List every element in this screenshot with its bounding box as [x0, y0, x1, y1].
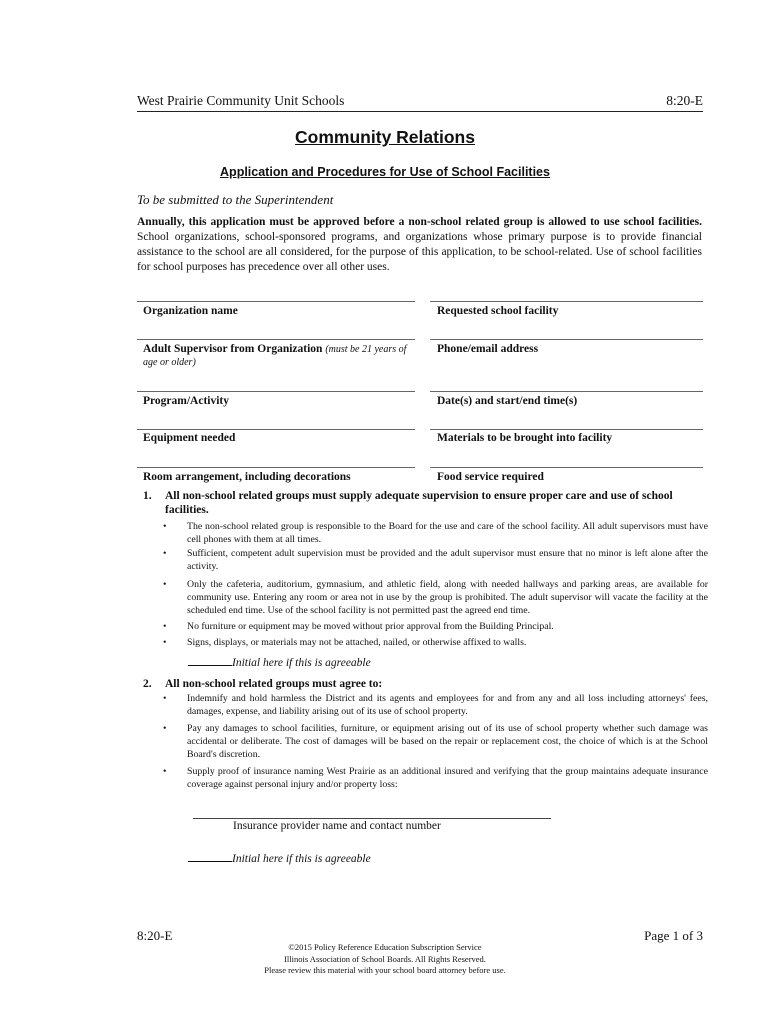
footer-code: 8:20-E [137, 928, 173, 943]
bullet-text: The non-school related group is responsible to the Board for the use and care of the school facility. All adult supervisors must have cell phones with them at all times. [187, 521, 708, 545]
insurance-provider-line[interactable] [193, 818, 551, 819]
food-service-line[interactable] [430, 467, 703, 468]
materials-label: Materials to be brought into facility [437, 432, 613, 444]
equipment-line[interactable] [137, 429, 415, 430]
bullet-text: Indemnify and hold harmless the District and its agents and employees for and from any and all loss including attorneys' fees, damages, expense, and liability arising out of its use of school property. [187, 693, 708, 717]
materials-line[interactable] [430, 429, 703, 430]
bullet-icon: • [163, 548, 167, 559]
initial-blank-1[interactable] [188, 654, 232, 666]
food-service-label: Food service required [437, 471, 544, 483]
initial-text-1: Initial here if this is agreeable [232, 657, 371, 669]
phone-email-label: Phone/email address [437, 343, 539, 355]
room-arrangement-line[interactable] [137, 467, 415, 468]
submit-to-note: To be submitted to the Superintendent [137, 192, 334, 207]
dates-times-label: Date(s) and start/end time(s) [437, 395, 578, 407]
header-org: West Prairie Community Unit Schools [137, 93, 345, 108]
section-2-text: All non-school related groups must agree to: [165, 678, 383, 690]
bullet-icon: • [163, 637, 167, 648]
adult-supervisor-label [143, 343, 413, 369]
bullet-icon: • [163, 693, 167, 704]
requested-facility-label: Requested school facility [437, 305, 559, 317]
bullet-text: No furniture or equipment may be moved without prior approval from the Building Principal. [187, 621, 554, 632]
document-subtitle: Application and Procedures for Use of School Facilities [220, 165, 550, 179]
initial-text-2: Initial here if this is agreeable [232, 853, 371, 865]
organization-name-label: Organization name [143, 305, 238, 317]
requested-facility-line[interactable] [430, 301, 703, 302]
equipment-label: Equipment needed [143, 432, 236, 444]
bullet-text: Signs, displays, or materials may not be attached, nailed, or otherwise affixed to walls. [187, 637, 527, 648]
bullet-icon: • [163, 766, 167, 777]
organization-name-line[interactable] [137, 301, 415, 302]
section-1-text: All non-school related groups must supply adequate supervision to ensure proper care and use of school facilities. [165, 490, 673, 516]
page-header [137, 93, 703, 112]
header-code: 8:20-E [666, 93, 703, 108]
phone-email-line[interactable] [430, 339, 703, 340]
section-1-initial [188, 654, 371, 669]
section-2-number: 2. [143, 678, 152, 690]
bullet-icon: • [163, 579, 167, 590]
bullet-icon: • [163, 521, 167, 532]
bullet-text: Pay any damages to school facilities, furniture, or equipment arising out of its use of school property whether such damage was accidental or deliberate. The cost of damages will be based on the repair or replacement cost, the choice of which is at the School Board's discretion. [187, 723, 708, 760]
insurance-provider-label: Insurance provider name and contact number [233, 820, 441, 832]
adult-supervisor-text: Adult Supervisor from Organization [143, 343, 323, 355]
bullet-text: Only the cafeteria, auditorium, gymnasium, and athletic field, along with needed hallways and parking areas, are available for community use. Entering any room or area not in use by the group is prohibited. The adult supervisor will vacate the facility at the scheduled end time. Use of the school facility is not permitted past the agreed end time. [187, 579, 708, 616]
bullet-text: Supply proof of insurance naming West Prairie as an additional insured and verifying that the group maintains adequate insurance coverage against personal injury and/or property loss: [187, 766, 708, 790]
bullet-icon: • [163, 723, 167, 734]
intro-paragraph [137, 215, 702, 275]
dates-times-line[interactable] [430, 391, 703, 392]
bullet-text: Sufficient, competent adult supervision must be provided and the adult supervisor must ensure that no minor is left alone after the activity. [187, 548, 708, 572]
intro-bold: Annually, this application must be approved before a non-school related group is allowed to use school facilities. [137, 216, 702, 228]
document-title: Community Relations [295, 127, 475, 147]
adult-supervisor-note: (must be 21 years of age or older) [143, 344, 407, 368]
bullet-icon: • [163, 621, 167, 632]
footer-page-number: Page 1 of 3 [644, 928, 703, 943]
intro-rest: School organizations, school-sponsored programs, and organizations whose primary purpose is to provide financial assistance to the school are all considered, for the purpose of this application, to be school-related. Use of school facilities for school purposes has precedence over all other uses. [137, 231, 702, 273]
footer-line-3: Please review this material with your school board attorney before use. [264, 965, 506, 975]
section-1-number: 1. [143, 490, 152, 502]
program-activity-label: Program/Activity [143, 395, 230, 407]
adult-supervisor-line[interactable] [137, 339, 415, 340]
room-arrangement-label: Room arrangement, including decorations [143, 471, 351, 483]
program-activity-line[interactable] [137, 391, 415, 392]
section-2-initial [188, 850, 371, 865]
footer-line-2: Illinois Association of School Boards. All Rights Reserved. [284, 953, 486, 964]
footer-line-1: ©2015 Policy Reference Education Subscription Service [288, 942, 482, 952]
initial-blank-2[interactable] [188, 850, 232, 862]
footer-copyright [0, 942, 770, 977]
